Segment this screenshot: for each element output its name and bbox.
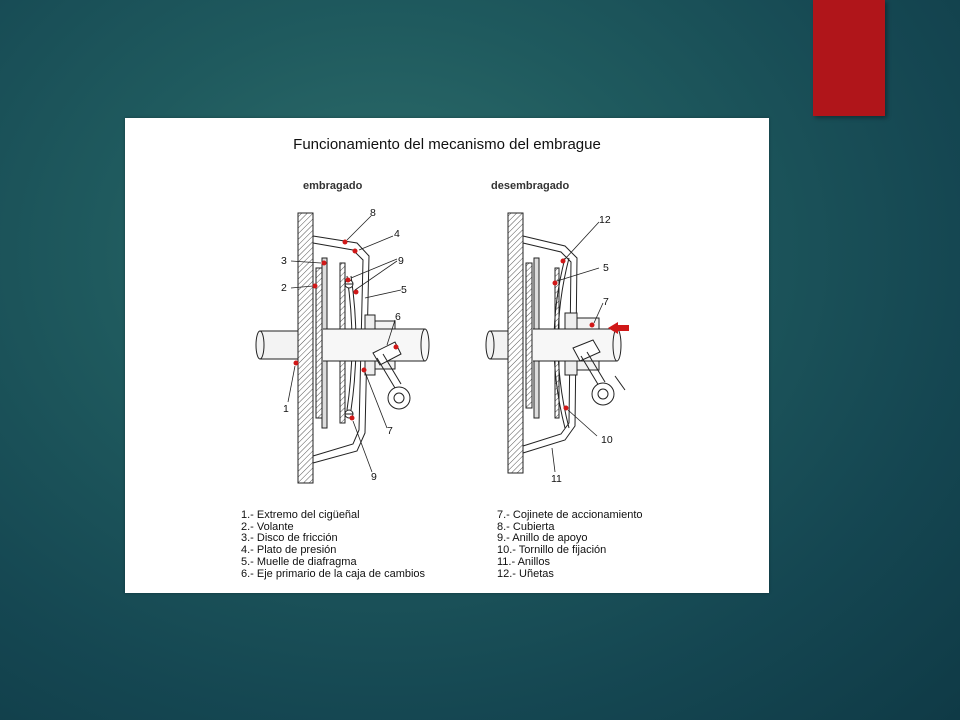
svg-text:2: 2 [281, 282, 287, 294]
legend-item: 4.- Plato de presión [241, 544, 337, 557]
legend-item: 12.- Uñetas [497, 567, 554, 580]
svg-text:9: 9 [398, 255, 404, 267]
svg-text:10: 10 [601, 434, 613, 446]
legend-item: 5.- Muelle de diafragma [241, 555, 357, 568]
legend-left [241, 510, 425, 580]
legend-item: 1.- Extremo del cigüeñal [241, 509, 360, 521]
disengaged-label: desembragado [491, 180, 570, 192]
svg-text:9: 9 [371, 471, 377, 483]
clutch-cross-section-drawings [125, 118, 769, 593]
legend-item: 10.- Tornillo de fijación [497, 544, 607, 557]
svg-text:12: 12 [599, 214, 611, 226]
red-accent-tab [813, 0, 885, 116]
legend-right [497, 510, 643, 580]
svg-text:5: 5 [603, 262, 609, 274]
engaged-clutch-drawing [256, 213, 429, 483]
svg-text:8: 8 [370, 207, 376, 219]
legend-item: 7.- Cojinete de accionamiento [497, 509, 643, 521]
svg-text:6: 6 [395, 311, 401, 323]
legend-item: 3.- Disco de fricción [241, 532, 338, 545]
svg-text:7: 7 [387, 425, 393, 437]
clutch-diagram-figure [125, 118, 769, 593]
svg-text:5: 5 [401, 284, 407, 296]
figure-title: Funcionamiento del mecanismo del embrague [293, 136, 601, 153]
legend-item: 9.- Anillo de apoyo [497, 532, 588, 545]
legend-item: 11.- Anillos [497, 555, 550, 568]
engaged-label: embragado [303, 180, 363, 192]
svg-text:4: 4 [394, 228, 400, 240]
legend-item: 8.- Cubierta [497, 520, 555, 533]
legend-item: 2.- Volante [241, 520, 294, 533]
svg-text:11: 11 [551, 473, 562, 485]
svg-text:3: 3 [281, 255, 287, 267]
svg-text:7: 7 [603, 296, 609, 308]
svg-text:1: 1 [283, 403, 289, 415]
legend-item: 6.- Eje primario de la caja de cambios [241, 567, 426, 580]
